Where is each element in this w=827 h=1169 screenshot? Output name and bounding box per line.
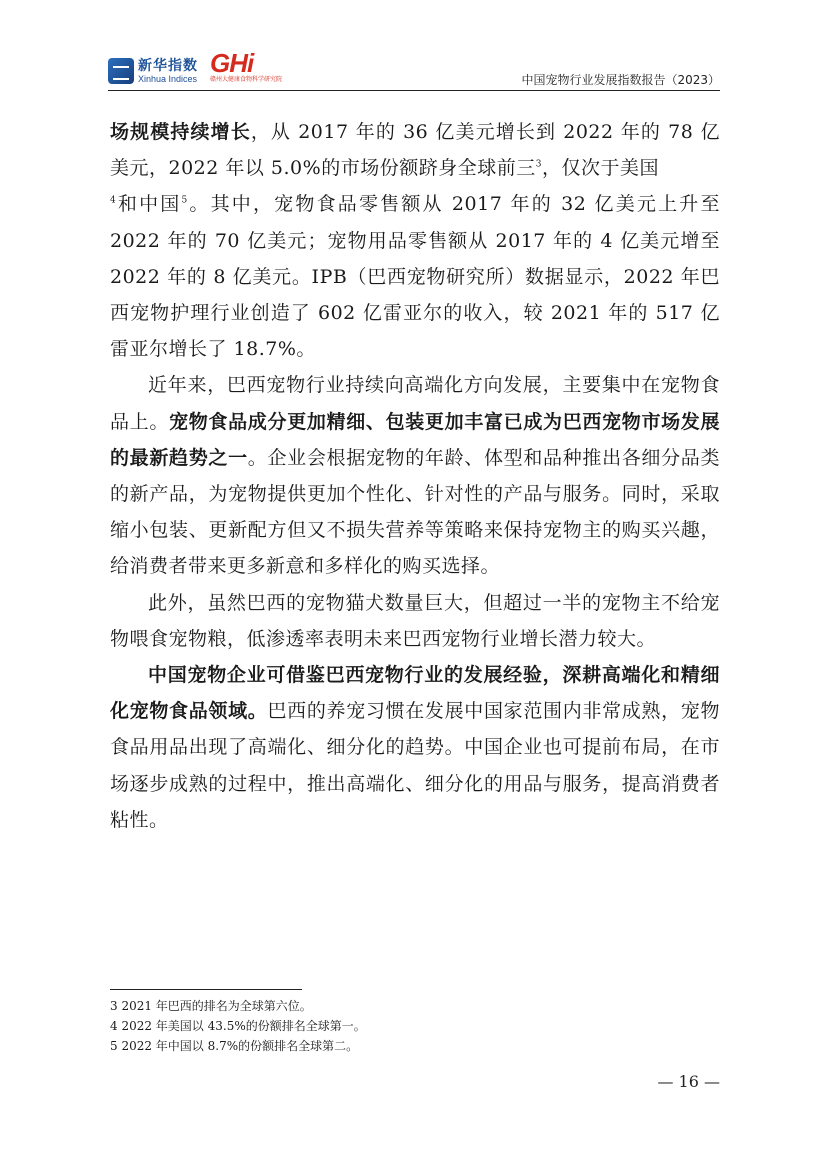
page-header — [108, 48, 720, 91]
p4-bold: 中国宠物企业可借鉴巴西宠物行业的发展经验，深耕高端化和精细化宠物食品领域。 — [110, 664, 720, 723]
xinhua-indices-logo — [108, 54, 198, 88]
p2-text-b: 。企业会根据宠物的年龄、体型和品种推出各细分品类的新产品，为宠物提供更加个性化、针对性的产品与服务。同时，采取缩小包装、更新配方但又不损失营养等策略来保持宠物主的购买兴趣，给消费者带来更多新意和多样化的购买选择。 — [110, 446, 720, 578]
p2-bold: 宠物食品成分更加精细、包装更加丰富已成为巴西宠物市场发展的最新趋势之一 — [110, 410, 720, 469]
footnote-5: 5 2022 年中国以 8.7%的份额排名全球第二。 — [110, 1039, 359, 1053]
p1-text-d: 。其中，宠物食品零售额从 2017 年的 32 亿美元上升至 2022 年的 70 亿美元；宠物用品零售额从 2017 年的 4 亿美元增至 2022 年的 8 亿美元。IPB（巴西宠物研究所）数据显示，2022 年巴西宠物护理行业创造了 602 亿雷亚尔的收入，较 2021 年的 517 亿雷亚尔增长了 18.7%。 — [110, 193, 720, 361]
p1-text-c: 和中国 — [116, 193, 182, 216]
ghi-logo-subtitle: 赣州大健康食物科学研究院 — [210, 76, 283, 83]
xinhua-logo-en: Xinhua Indices — [138, 73, 198, 84]
footnotes — [110, 996, 720, 1056]
p1-bold: 场规模持续增长 — [110, 121, 251, 143]
footnote-divider — [110, 989, 302, 990]
ghi-logo-letters: GHi — [210, 48, 254, 78]
p4-text-a: 巴西的养宠习惯在发展中国家范围内非常成熟，宠物食品用品出现了高端化、细分化的趋势。中国企业也可提前布局，在市场逐步成熟的过程中，推出高端化、细分化的用品与服务，提高消费者粘性。 — [110, 700, 720, 831]
footnote-4: 4 2022 年美国以 43.5%的份额排名全球第一。 — [110, 1019, 366, 1033]
paragraph-2 — [110, 367, 720, 584]
body-text — [110, 114, 720, 838]
paragraph-3: 此外，虽然巴西的宠物猫犬数量巨大，但超过一半的宠物主不给宠物喂食宠物粮，低渗透率表明未来巴西宠物行业增长潜力较大。 — [110, 591, 720, 650]
footnote-3: 3 2021 年巴西的排名为全球第六位。 — [110, 999, 312, 1013]
report-title: 中国宠物行业发展指数报告（2023） — [521, 73, 720, 87]
paragraph-4 — [110, 657, 720, 838]
xinhua-logo-icon — [108, 58, 134, 84]
p1-text-a: ，从 2017 年的 36 亿美元增长到 2022 年的 78 亿美元，2022 年以 5.0%的市场份额跻身全球前三 — [110, 121, 720, 180]
page-number: — 16 — — [657, 1072, 720, 1091]
p2-text-a: 近年来，巴西宠物行业持续向高端化方向发展，主要集中在宠物食品上。 — [110, 374, 720, 433]
footnote-ref-5: 5 — [181, 196, 188, 207]
footnote-ref-4: 4 — [110, 196, 117, 207]
paragraph-1 — [110, 114, 720, 367]
p1-text-b: ，仅次于美国 — [541, 157, 659, 180]
ghi-logo — [210, 50, 282, 86]
footnote-ref-3: 3 — [535, 159, 542, 170]
xinhua-logo-cn: 新华指数 — [138, 57, 198, 74]
